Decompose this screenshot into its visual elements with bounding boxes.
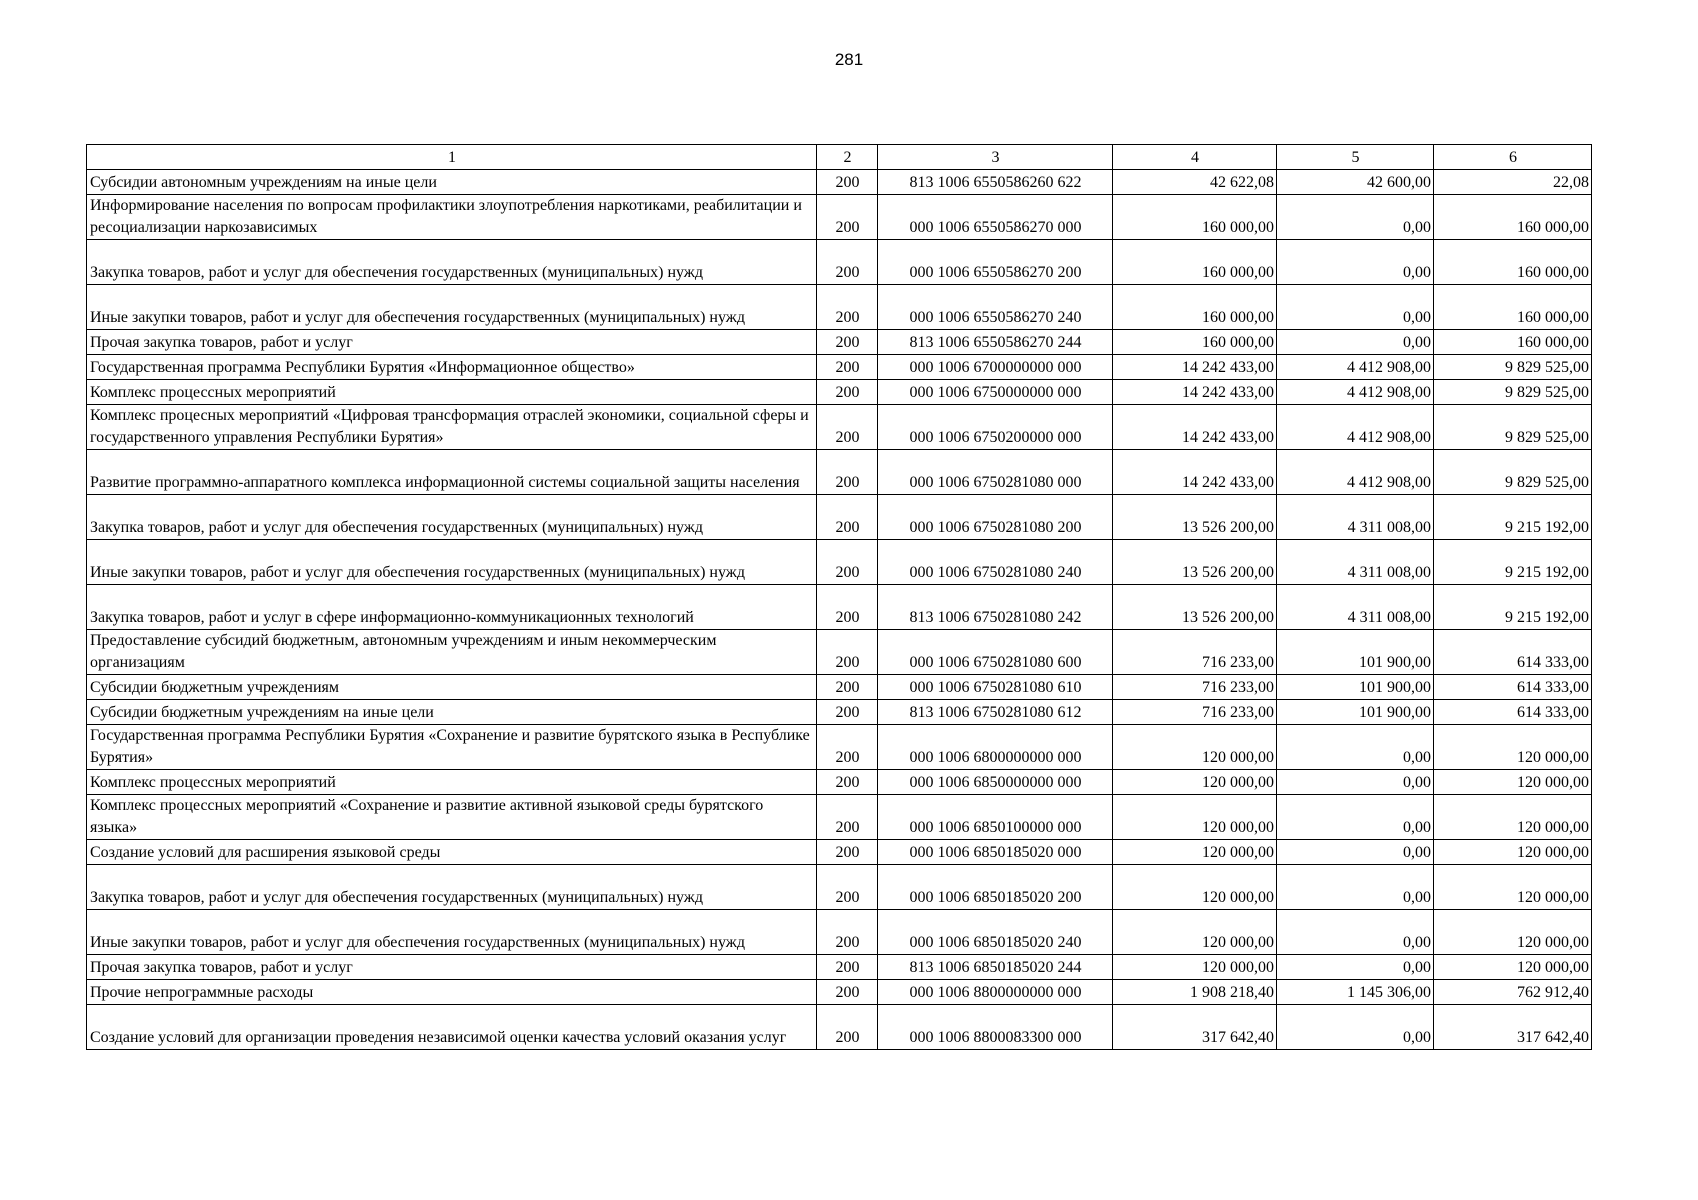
row-value-4: 317 642,40: [1113, 1005, 1277, 1050]
row-classification: 000 1006 6750281080 610: [878, 675, 1113, 700]
row-value-5: 0,00: [1277, 955, 1434, 980]
table-row: [87, 865, 1592, 910]
row-value-4: 716 233,00: [1113, 675, 1277, 700]
table-row: [87, 380, 1592, 405]
row-code: 200: [817, 495, 878, 540]
row-value-6: 614 333,00: [1434, 700, 1592, 725]
row-code: 200: [817, 795, 878, 840]
row-name: Государственная программа Республики Бурятия «Сохранение и развитие бурятского языка в Республике Бурятия»: [87, 725, 817, 770]
row-value-6: 120 000,00: [1434, 955, 1592, 980]
row-name: Создание условий для расширения языковой среды: [87, 840, 817, 865]
row-value-4: 1 908 218,40: [1113, 980, 1277, 1005]
row-name: Иные закупки товаров, работ и услуг для обеспечения государственных (муниципальных) нужд: [87, 910, 817, 955]
row-value-5: 1 145 306,00: [1277, 980, 1434, 1005]
row-value-6: 160 000,00: [1434, 195, 1592, 240]
table-row: [87, 725, 1592, 770]
row-value-4: 120 000,00: [1113, 795, 1277, 840]
row-value-4: 716 233,00: [1113, 630, 1277, 675]
row-value-4: 160 000,00: [1113, 285, 1277, 330]
column-header: 1: [87, 145, 817, 170]
row-classification: 000 1006 6850185020 000: [878, 840, 1113, 865]
column-header: 5: [1277, 145, 1434, 170]
row-value-6: 160 000,00: [1434, 240, 1592, 285]
table-row: [87, 450, 1592, 495]
row-value-5: 0,00: [1277, 795, 1434, 840]
row-value-4: 120 000,00: [1113, 725, 1277, 770]
row-classification: 000 1006 6750000000 000: [878, 380, 1113, 405]
table-row: [87, 795, 1592, 840]
row-name: Государственная программа Республики Бурятия «Информационное общество»: [87, 355, 817, 380]
table-row: [87, 630, 1592, 675]
row-name: Закупка товаров, работ и услуг в сфере информационно-коммуникационных технологий: [87, 585, 817, 630]
row-code: 200: [817, 585, 878, 630]
table-row: [87, 285, 1592, 330]
row-name: Комплекс процесных мероприятий «Цифровая трансформация отраслей экономики, социальной сферы и государственного управления Республики Бурятия»: [87, 405, 817, 450]
row-name: Закупка товаров, работ и услуг для обеспечения государственных (муниципальных) нужд: [87, 240, 817, 285]
row-value-5: 4 412 908,00: [1277, 355, 1434, 380]
row-value-4: 14 242 433,00: [1113, 405, 1277, 450]
row-value-6: 9 829 525,00: [1434, 355, 1592, 380]
row-value-5: 101 900,00: [1277, 675, 1434, 700]
row-name: Комплекс процессных мероприятий: [87, 380, 817, 405]
row-classification: 813 1006 6850185020 244: [878, 955, 1113, 980]
row-code: 200: [817, 355, 878, 380]
row-name: Иные закупки товаров, работ и услуг для обеспечения государственных (муниципальных) нужд: [87, 540, 817, 585]
row-classification: 813 1006 6550586260 622: [878, 170, 1113, 195]
row-classification: 000 1006 6750281080 240: [878, 540, 1113, 585]
row-value-6: 9 215 192,00: [1434, 495, 1592, 540]
row-value-5: 0,00: [1277, 865, 1434, 910]
row-value-6: 9 829 525,00: [1434, 380, 1592, 405]
row-value-5: 4 311 008,00: [1277, 540, 1434, 585]
row-value-6: 9 215 192,00: [1434, 585, 1592, 630]
row-value-6: 120 000,00: [1434, 865, 1592, 910]
column-header: 6: [1434, 145, 1592, 170]
row-classification: 000 1006 6700000000 000: [878, 355, 1113, 380]
row-name: Комплекс процессных мероприятий: [87, 770, 817, 795]
row-classification: 000 1006 6750200000 000: [878, 405, 1113, 450]
table-row: [87, 770, 1592, 795]
row-classification: 813 1006 6750281080 612: [878, 700, 1113, 725]
row-value-6: 160 000,00: [1434, 330, 1592, 355]
row-code: 200: [817, 195, 878, 240]
row-classification: 000 1006 6550586270 240: [878, 285, 1113, 330]
row-name: Прочая закупка товаров, работ и услуг: [87, 955, 817, 980]
row-value-4: 160 000,00: [1113, 195, 1277, 240]
row-value-4: 716 233,00: [1113, 700, 1277, 725]
table-row: [87, 405, 1592, 450]
table-row: [87, 980, 1592, 1005]
table-row: [87, 495, 1592, 540]
row-value-5: 101 900,00: [1277, 700, 1434, 725]
row-value-5: 0,00: [1277, 1005, 1434, 1050]
row-value-4: 13 526 200,00: [1113, 540, 1277, 585]
table-row: [87, 840, 1592, 865]
row-classification: 000 1006 6750281080 000: [878, 450, 1113, 495]
row-code: 200: [817, 405, 878, 450]
row-code: 200: [817, 240, 878, 285]
row-value-6: 9 215 192,00: [1434, 540, 1592, 585]
table-row: [87, 585, 1592, 630]
row-code: 200: [817, 770, 878, 795]
row-name: Прочая закупка товаров, работ и услуг: [87, 330, 817, 355]
row-value-6: 160 000,00: [1434, 285, 1592, 330]
row-value-4: 13 526 200,00: [1113, 585, 1277, 630]
row-value-5: 0,00: [1277, 910, 1434, 955]
row-value-6: 120 000,00: [1434, 910, 1592, 955]
row-name: Создание условий для организации проведения независимой оценки качества условий оказания услуг: [87, 1005, 817, 1050]
row-value-5: 0,00: [1277, 285, 1434, 330]
row-classification: 000 1006 6750281080 600: [878, 630, 1113, 675]
row-value-6: 762 912,40: [1434, 980, 1592, 1005]
row-value-5: 0,00: [1277, 195, 1434, 240]
row-name: Закупка товаров, работ и услуг для обеспечения государственных (муниципальных) нужд: [87, 495, 817, 540]
row-code: 200: [817, 540, 878, 585]
row-name: Иные закупки товаров, работ и услуг для обеспечения государственных (муниципальных) нужд: [87, 285, 817, 330]
row-value-4: 13 526 200,00: [1113, 495, 1277, 540]
row-value-4: 120 000,00: [1113, 840, 1277, 865]
row-value-6: 120 000,00: [1434, 770, 1592, 795]
row-value-6: 317 642,40: [1434, 1005, 1592, 1050]
row-value-5: 4 412 908,00: [1277, 405, 1434, 450]
row-value-5: 0,00: [1277, 840, 1434, 865]
table-row: [87, 955, 1592, 980]
row-classification: 000 1006 6850185020 240: [878, 910, 1113, 955]
row-value-5: 42 600,00: [1277, 170, 1434, 195]
row-name: Комплекс процессных мероприятий «Сохранение и развитие активной языковой среды бурятского языка»: [87, 795, 817, 840]
row-name: Субсидии бюджетным учреждениям: [87, 675, 817, 700]
row-classification: 813 1006 6750281080 242: [878, 585, 1113, 630]
row-value-5: 4 412 908,00: [1277, 450, 1434, 495]
table-row: [87, 910, 1592, 955]
row-value-4: 120 000,00: [1113, 910, 1277, 955]
table-row: [87, 675, 1592, 700]
row-classification: 813 1006 6550586270 244: [878, 330, 1113, 355]
row-value-5: 0,00: [1277, 725, 1434, 770]
budget-table: [86, 144, 1592, 1050]
row-value-6: 614 333,00: [1434, 675, 1592, 700]
row-name: Развитие программно-аппаратного комплекса информационной системы социальной защиты населения: [87, 450, 817, 495]
row-value-4: 14 242 433,00: [1113, 450, 1277, 495]
row-value-5: 4 311 008,00: [1277, 585, 1434, 630]
row-name: Предоставление субсидий бюджетным, автономным учреждениям и иным некоммерческим организациям: [87, 630, 817, 675]
row-code: 200: [817, 725, 878, 770]
row-classification: 000 1006 6550586270 200: [878, 240, 1113, 285]
table-row: [87, 700, 1592, 725]
column-header: 2: [817, 145, 878, 170]
row-value-5: 0,00: [1277, 770, 1434, 795]
row-value-6: 9 829 525,00: [1434, 405, 1592, 450]
row-code: 200: [817, 955, 878, 980]
row-classification: 000 1006 6800000000 000: [878, 725, 1113, 770]
row-value-6: 22,08: [1434, 170, 1592, 195]
row-classification: 000 1006 6850000000 000: [878, 770, 1113, 795]
row-value-4: 42 622,08: [1113, 170, 1277, 195]
row-code: 200: [817, 865, 878, 910]
row-value-6: 120 000,00: [1434, 795, 1592, 840]
row-code: 200: [817, 980, 878, 1005]
row-code: 200: [817, 170, 878, 195]
table-row: [87, 170, 1592, 195]
table-header-row: [87, 145, 1592, 170]
row-value-4: 14 242 433,00: [1113, 380, 1277, 405]
row-name: Информирование населения по вопросам профилактики злоупотребления наркотиками, реабилитации и ресоциализации наркозависимых: [87, 195, 817, 240]
row-classification: 000 1006 6850185020 200: [878, 865, 1113, 910]
row-classification: 000 1006 8800083300 000: [878, 1005, 1113, 1050]
row-name: Субсидии бюджетным учреждениям на иные цели: [87, 700, 817, 725]
row-value-4: 120 000,00: [1113, 770, 1277, 795]
row-value-4: 120 000,00: [1113, 955, 1277, 980]
row-value-6: 9 829 525,00: [1434, 450, 1592, 495]
column-header: 3: [878, 145, 1113, 170]
row-code: 200: [817, 1005, 878, 1050]
table-row: [87, 1005, 1592, 1050]
row-value-4: 160 000,00: [1113, 240, 1277, 285]
row-value-6: 614 333,00: [1434, 630, 1592, 675]
table-row: [87, 540, 1592, 585]
row-code: 200: [817, 630, 878, 675]
row-value-6: 120 000,00: [1434, 840, 1592, 865]
row-name: Прочие непрограммные расходы: [87, 980, 817, 1005]
column-header: 4: [1113, 145, 1277, 170]
row-classification: 000 1006 6550586270 000: [878, 195, 1113, 240]
table-row: [87, 195, 1592, 240]
row-value-5: 0,00: [1277, 240, 1434, 285]
row-classification: 000 1006 8800000000 000: [878, 980, 1113, 1005]
row-classification: 000 1006 6850100000 000: [878, 795, 1113, 840]
row-code: 200: [817, 285, 878, 330]
row-code: 200: [817, 910, 878, 955]
row-value-5: 0,00: [1277, 330, 1434, 355]
row-code: 200: [817, 450, 878, 495]
row-value-5: 4 412 908,00: [1277, 380, 1434, 405]
row-code: 200: [817, 675, 878, 700]
row-value-4: 120 000,00: [1113, 865, 1277, 910]
table-row: [87, 240, 1592, 285]
row-classification: 000 1006 6750281080 200: [878, 495, 1113, 540]
row-code: 200: [817, 700, 878, 725]
row-code: 200: [817, 380, 878, 405]
row-code: 200: [817, 330, 878, 355]
row-code: 200: [817, 840, 878, 865]
row-name: Закупка товаров, работ и услуг для обеспечения государственных (муниципальных) нужд: [87, 865, 817, 910]
table-row: [87, 330, 1592, 355]
row-value-6: 120 000,00: [1434, 725, 1592, 770]
page-number: 281: [834, 50, 864, 69]
row-value-4: 14 242 433,00: [1113, 355, 1277, 380]
row-value-5: 4 311 008,00: [1277, 495, 1434, 540]
row-value-5: 101 900,00: [1277, 630, 1434, 675]
row-name: Субсидии автономным учреждениям на иные цели: [87, 170, 817, 195]
row-value-4: 160 000,00: [1113, 330, 1277, 355]
table-row: [87, 355, 1592, 380]
